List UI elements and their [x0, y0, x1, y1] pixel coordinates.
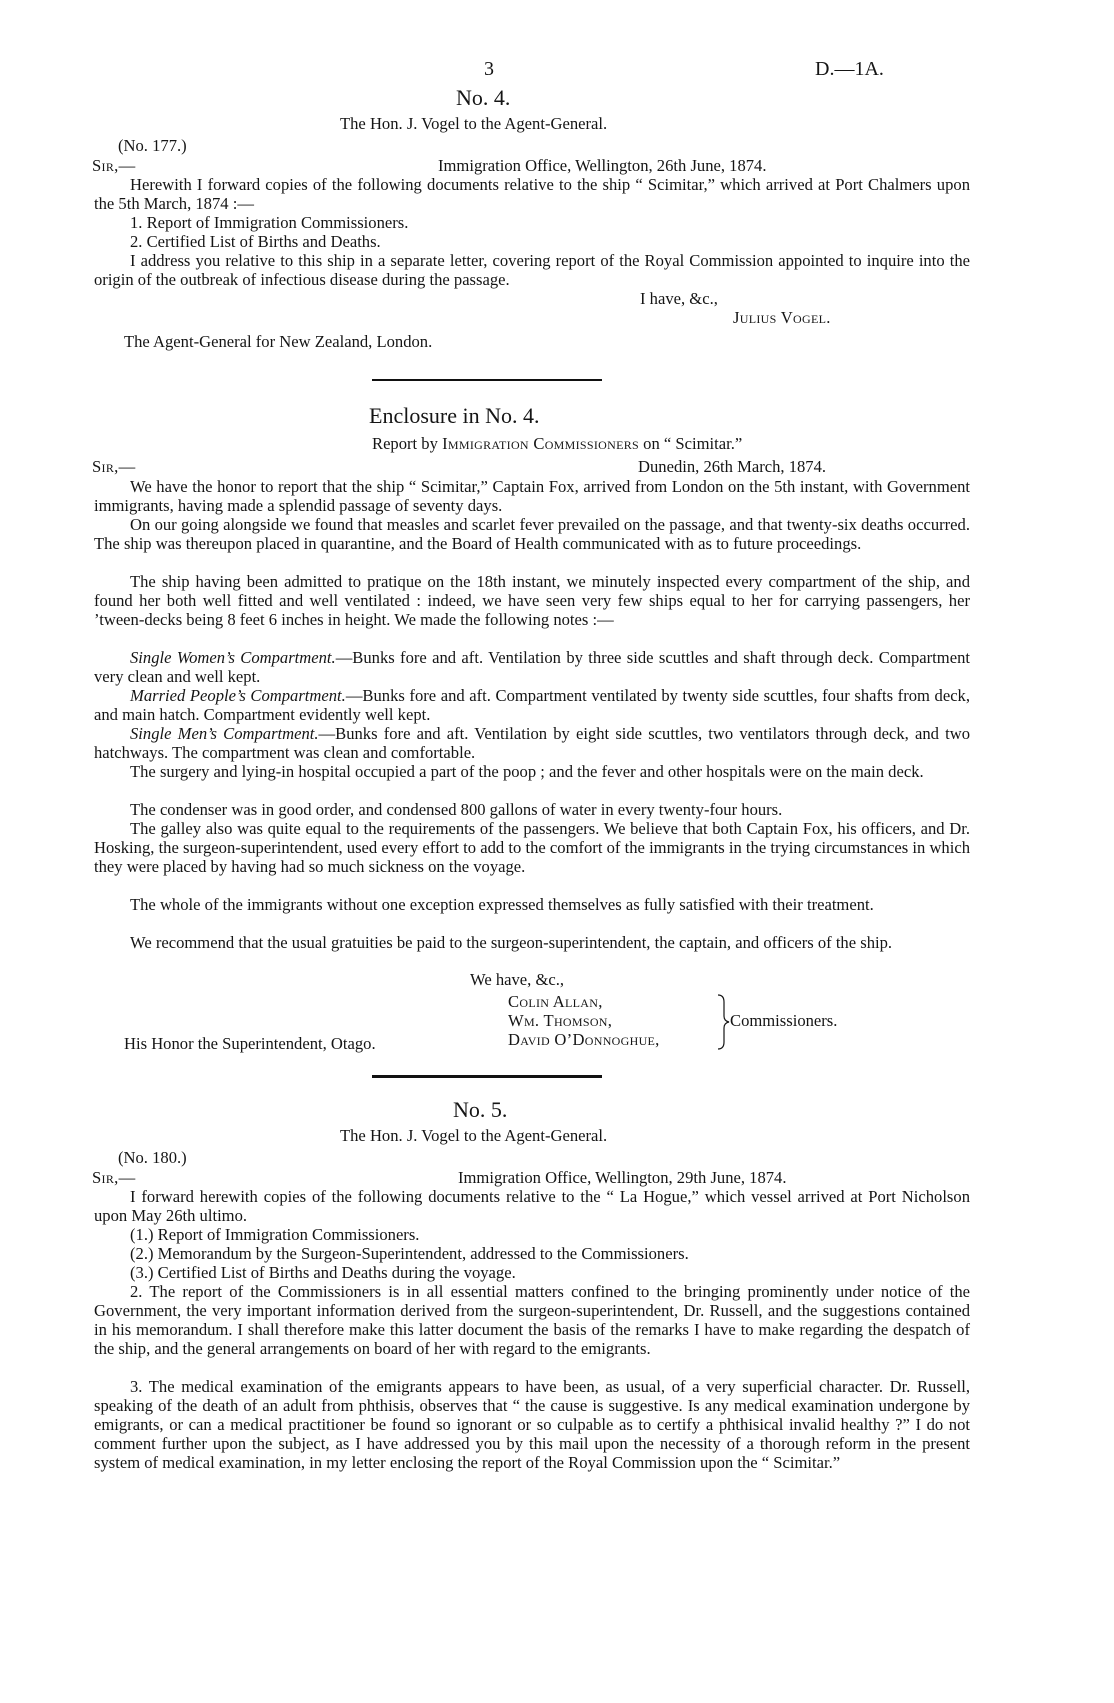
letter-5-ref: (No. 180.): [118, 1148, 187, 1167]
enclosure-subheading: [372, 434, 742, 453]
section-divider-2: [372, 1075, 602, 1078]
enclosure-paragraph-8: The condenser was in good order, and condensed 800 gallons of water in every twenty-four hours.: [130, 800, 783, 819]
enclosure-paragraph-9: The galley also was quite equal to the requirements of the passengers. We believe that both Captain Fox, his officers, and Dr. Hosking, the surgeon-superintendent, used every effort to add to the comfort of the immigrants in the trying circumstances in which they were placed by having had so much sickness on the voyage.: [94, 819, 970, 876]
single-womens-text: —Bunks fore and aft. Ventilation by three side scuttles and shaft through deck. Compartment very clean and well kept.: [94, 648, 970, 686]
enclosure-paragraph-7: The surgery and lying-in hospital occupied a part of the poop ; and the fever and other hospitals were on the main deck.: [130, 762, 924, 781]
letter-4-place-date: Immigration Office, Wellington, 26th June, 1874.: [438, 156, 767, 175]
letter-4-item-2: 2. Certified List of Births and Deaths.: [130, 232, 381, 251]
enclosure-place-date: Dunedin, 26th March, 1874.: [638, 457, 827, 476]
letter-5-paragraph-3: 3. The medical examination of the emigrants appears to have been, as usual, of a very superficial character. Dr. Russell, speaking of the death of an adult from phthisis, observes that “ the cause is suggestive. Is any medical examination undergone by emigrants, or can a medical practitioner be found so ignorant or so culpable as to certify a phthisical invalid healthy ?” I do not comment further upon the subject, as I have addressed you by this mail upon the necessity of a thorough reform in the present system of medical examination, in my letter enclosing the report of the Royal Commission upon the “ Scimitar.”: [94, 1377, 970, 1472]
letter-4-heading: No. 4.: [456, 85, 511, 110]
enclosure-subheading-suffix: on “ Scimitar.”: [643, 434, 743, 453]
single-mens-title: Single Men’s Compartment.: [130, 724, 319, 743]
enclosure-paragraph-10: The whole of the immigrants without one exception expressed themselves as fully satisfied with their treatment.: [130, 895, 874, 914]
enclosure-paragraph-3: The ship having been admitted to pratique on the 18th instant, we minutely inspected every compartment of the ship, and found her both well fitted and well ventilated : indeed, we have seen very few ships equal to her for carrying passengers, her ’tween-decks being 8 feet 6 inches in height. We made the following notes :—: [94, 572, 970, 629]
letter-5-item-1: (1.) Report of Immigration Commissioners.: [130, 1225, 420, 1244]
letter-4-ref: (No. 177.): [118, 136, 187, 155]
page-number: 3: [484, 58, 494, 80]
enclosure-subheading-prefix: Report by: [372, 434, 438, 453]
enclosure-subheading-smallcaps: Immigration Commissioners: [442, 434, 639, 453]
letter-4-addressee: The Agent-General for New Zealand, London.: [124, 332, 433, 351]
married-peoples-title: Married People’s Compartment.: [130, 686, 346, 705]
single-mens-compartment: [94, 724, 970, 762]
letter-4-subheading: The Hon. J. Vogel to the Agent-General.: [340, 114, 608, 133]
enclosure-paragraph-1: We have the honor to report that the ship “ Scimitar,” Captain Fox, arrived from London on the 5th instant, with Government immigrants, having made a splendid passage of seventy days.: [94, 477, 970, 515]
signatory-role: Commissioners.: [730, 1011, 838, 1030]
married-peoples-text: —Bunks fore and aft. Compartment ventilated by twenty side scuttles, four shafts from deck, and main hatch. Compartment evidently well kept.: [94, 686, 971, 724]
enclosure-closing: We have, &c.,: [470, 970, 565, 989]
letter-5-place-date: Immigration Office, Wellington, 29th June, 1874.: [458, 1168, 787, 1187]
letter-5-paragraph-2: 2. The report of the Commissioners is in all essential matters confined to the bringing prominently under notice of the Government, the very important information derived from the surgeon-superintendent, Dr. Russell, and the suggestions contained in his memorandum. I shall therefore make this latter document the basis of the remarks I have to make regarding the despatch of the ship, and the general arrangements on board of her with regard to the emigrants.: [94, 1282, 970, 1358]
letter-5-salutation: Sir,—: [92, 1168, 136, 1187]
letter-5-item-3: (3.) Certified List of Births and Deaths during the voyage.: [130, 1263, 516, 1282]
single-mens-text: —Bunks fore and aft. Ventilation by eight side scuttles, two ventilators through deck, and two hatchways. The compartment was clean and comfortable.: [94, 724, 970, 762]
signatory-2: Wm. Thomson,: [508, 1011, 613, 1030]
signatories-brace-icon: [716, 994, 730, 1050]
letter-4-closing: I have, &c.,: [640, 289, 718, 308]
letter-4-salutation: Sir,—: [92, 156, 136, 175]
letter-5-item-2: (2.) Memorandum by the Surgeon-Superintendent, addressed to the Commissioners.: [130, 1244, 689, 1263]
letter-5-paragraph-1: I forward herewith copies of the following documents relative to the “ La Hogue,” which vessel arrived at Port Nicholson upon May 26th ultimo.: [94, 1187, 970, 1225]
single-womens-compartment: [94, 648, 970, 686]
letter-4-paragraph-1: Herewith I forward copies of the following documents relative to the ship “ Scimitar,” which arrived at Port Chalmers upon the 5th March, 1874 :—: [94, 175, 970, 213]
letter-5-subheading: The Hon. J. Vogel to the Agent-General.: [340, 1126, 608, 1145]
document-reference: D.—1A.: [815, 58, 884, 80]
enclosure-paragraph-2: On our going alongside we found that measles and scarlet fever prevailed on the passage, and that twenty-six deaths occurred. The ship was thereupon placed in quarantine, and the Board of Health communicated with as to future proceedings.: [94, 515, 970, 553]
enclosure-addressee: His Honor the Superintendent, Otago.: [124, 1034, 376, 1053]
enclosure-salutation: Sir,—: [92, 457, 136, 476]
letter-4-paragraph-2: I address you relative to this ship in a separate letter, covering report of the Royal Commission appointed to inquire into the origin of the outbreak of infectious disease during the passage.: [94, 251, 970, 289]
signatory-3: David O’Donnoghue,: [508, 1030, 660, 1049]
letter-4-signature: Julius Vogel.: [733, 308, 831, 327]
enclosure-paragraph-11: We recommend that the usual gratuities be paid to the surgeon-superintendent, the captain, and officers of the ship.: [130, 933, 893, 952]
letter-5-heading: No. 5.: [453, 1097, 508, 1122]
signatory-1: Colin Allan,: [508, 992, 603, 1011]
section-divider-1: [372, 379, 602, 381]
single-womens-title: Single Women’s Compartment.: [130, 648, 336, 667]
married-peoples-compartment: [94, 686, 970, 724]
enclosure-heading: Enclosure in No. 4.: [369, 403, 540, 428]
letter-4-item-1: 1. Report of Immigration Commissioners.: [130, 213, 409, 232]
